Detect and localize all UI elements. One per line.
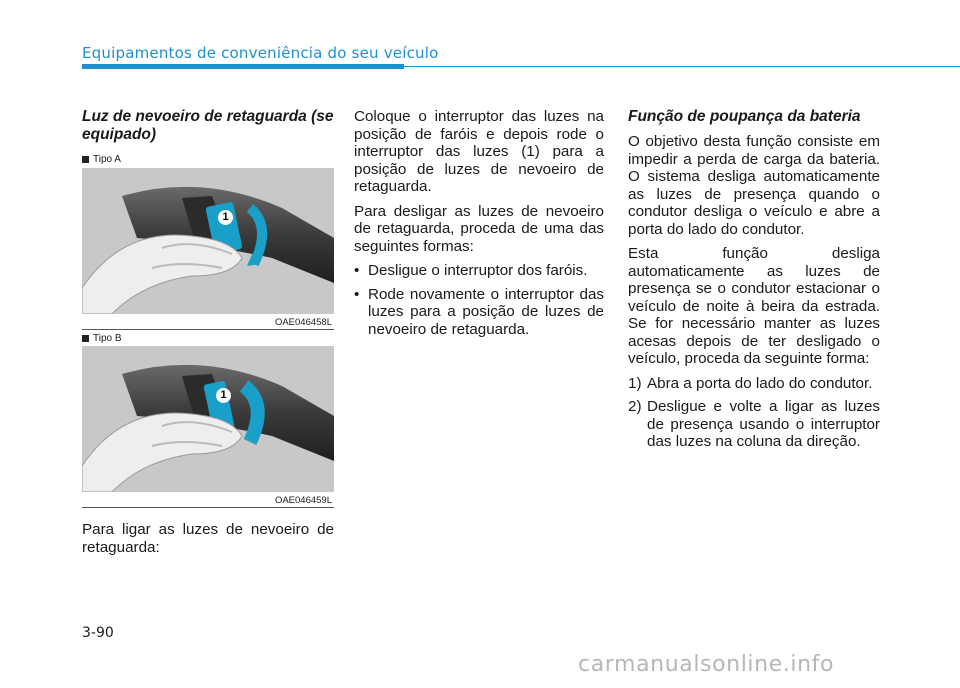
column-right xyxy=(628,108,880,457)
bullet-list xyxy=(354,262,604,338)
step-text: Desligue e volte a ligar as luzes de presença usando o interruptor das luzes na coluna da direção. xyxy=(647,398,880,450)
paragraph-turn-switch: Coloque o interruptor das luzes na posição de faróis e depois rode o interruptor das luzes (1) para a posição de luzes de nevoeiro de retaguarda. xyxy=(354,108,604,195)
stalk-switch-illustration-a xyxy=(82,168,334,314)
page-number: 3-90 xyxy=(82,625,114,641)
figure-code-a: OAE046458L xyxy=(274,317,332,328)
callout-number: 1 xyxy=(216,388,231,403)
figure-divider xyxy=(82,329,334,330)
list-item xyxy=(628,398,880,451)
step-number: 1) xyxy=(628,374,642,392)
paragraph-battery-purpose: O objetivo desta função consiste em impedir a perda de carga da bateria. O sistema desliga automaticamente as luzes de presença quando o condutor desliga o veículo e abre a porta do lado do condutor. xyxy=(628,133,880,238)
figure-type-b xyxy=(82,346,334,492)
header-rule xyxy=(404,66,960,67)
figure-divider xyxy=(82,507,334,508)
list-item: • Rode novamente o interruptor das luzes para a posição de luzes de nevoeiro de retaguarda. xyxy=(354,286,604,339)
figure-type-a xyxy=(82,168,334,314)
list-item: • Desligue o interruptor dos faróis. xyxy=(354,262,604,280)
figure-code-b: OAE046459L xyxy=(274,495,332,506)
column-middle xyxy=(354,108,604,344)
paragraph-turn-off-rear-fog: Para desligar as luzes de nevoeiro de retaguarda, proceda de uma das seguintes formas: xyxy=(354,202,604,255)
list-item xyxy=(628,375,880,393)
section-heading-battery-saver: Função de poupança da bateria xyxy=(628,108,861,125)
callout-number: 1 xyxy=(218,210,233,225)
section-heading-rear-fog: Luz de nevoeiro de retaguarda (se equipado) xyxy=(82,108,334,143)
step-number: 2) xyxy=(628,398,642,415)
paragraph-battery-auto-off: Esta função desliga automaticamente as luzes de presença se o condutor estacionar o veículo de noite à beira da estrada. Se for necessário manter as luzes acesas depois de ter desligado o veículo, proceda da seguinte forma: xyxy=(628,245,880,367)
step-text: Abra a porta do lado do condutor. xyxy=(647,374,873,392)
square-bullet-icon xyxy=(82,156,89,163)
square-bullet-icon xyxy=(82,335,89,342)
header-accent-bar xyxy=(82,64,404,69)
steps-list xyxy=(628,375,880,451)
page-header-title: Equipamentos de conveniência do seu veículo xyxy=(82,44,439,62)
stalk-switch-illustration-b xyxy=(82,346,334,492)
column-left xyxy=(82,108,334,151)
figure-label-a-text: Tipo A xyxy=(93,154,121,165)
figure-label-a xyxy=(82,154,121,165)
figure-label-b xyxy=(82,333,122,344)
watermark: carmanualsonline.info xyxy=(578,652,835,677)
figure-label-b-text: Tipo B xyxy=(93,333,122,344)
paragraph-turn-on-rear-fog: Para ligar as luzes de nevoeiro de retaguarda: xyxy=(82,521,334,556)
